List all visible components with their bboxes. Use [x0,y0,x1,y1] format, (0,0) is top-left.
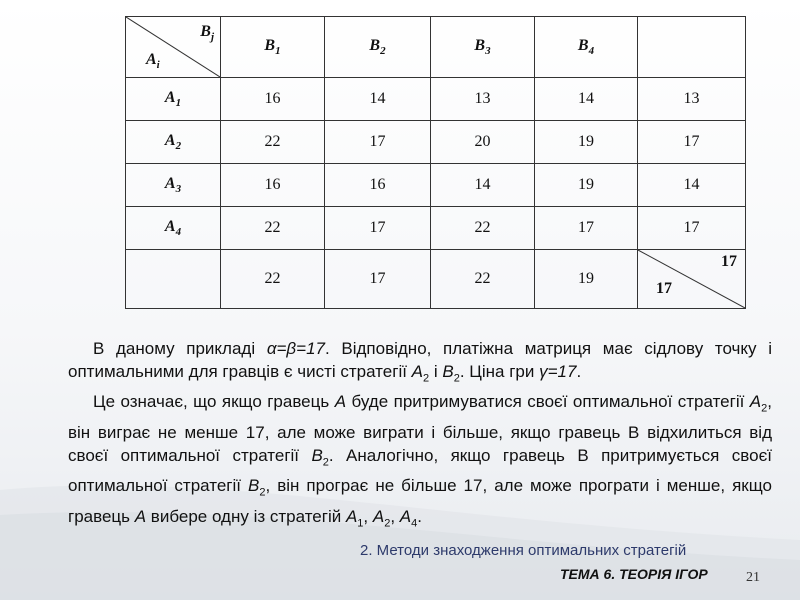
col-header-b1: $B_1$ [221,17,325,78]
corner-cell [126,17,221,78]
table-cell: 16 [221,78,325,121]
table-cell: 16 [221,164,325,207]
paragraph-2: Це означає, що якщо гравець А буде притримуватися своєї оптимальної стратегії $A_2$, він виграє не менше 17, але може виграти і більше, якщо гравець В відхилиться від своєї оптимальної стратегії $B_2$. Аналогічно, якщо гравець В притримується своєї оптимальної стратегії $B_2$, він програє не більше 17, але може програти і менше, якщо гравець А вибере одну із стратегій $A_1$, $A_2$, $A_4$. [68,392,772,529]
row-min-cell: 17 [638,207,746,250]
explanation-text [68,337,772,535]
col-max-cell: 22 [221,250,325,309]
table-cell: 16 [325,164,431,207]
col-header-b2: $B_2$ [325,17,431,78]
row-header-a4: $A_4$ [126,207,221,250]
section-subtitle: 2. Методи знаходження оптимальних стратегій [360,542,687,559]
upper-price-value: 17 [721,253,737,270]
col-max-cell: 17 [325,250,431,309]
row-header-a3: $A_3$ [126,164,221,207]
table-row [126,164,746,207]
col-max-cell: 19 [535,250,638,309]
header-row [126,17,746,78]
empty-cell [126,250,221,309]
topic-title: ТЕМА 6. ТЕОРІЯ ІГОР [560,566,708,582]
table-cell: 22 [221,121,325,164]
table-cell: 17 [535,207,638,250]
col-max-cell: 22 [431,250,535,309]
row-min-cell: 17 [638,121,746,164]
table-row [126,121,746,164]
col-header-b4: $B_4$ [535,17,638,78]
page-number: 21 [746,570,760,585]
table-cell: 14 [431,164,535,207]
row-header-a2: $A_2$ [126,121,221,164]
paragraph-1: В даному прикладі α=β=17. Відповідно, платіжна матриця має сідлову точку і оптимальними для гравців є чисті стратегії $A_2$ і $B_2$. Ціна гри γ=17. [68,339,772,385]
col-header-empty [638,17,746,78]
corner-row-label: $A_i$ [146,50,160,71]
table-cell: 13 [431,78,535,121]
table-cell: 17 [325,207,431,250]
table-cell: 14 [535,78,638,121]
corner-col-label: $B_j$ [200,23,214,44]
table-cell: 22 [431,207,535,250]
table-cell: 20 [431,121,535,164]
row-min-cell: 13 [638,78,746,121]
table-cell: 17 [325,121,431,164]
table-cell: 19 [535,164,638,207]
table-cell: 19 [535,121,638,164]
row-header-a1: $A_1$ [126,78,221,121]
col-header-b3: $B_3$ [431,17,535,78]
payoff-matrix [125,16,746,309]
row-min-cell: 14 [638,164,746,207]
saddle-corner-cell [638,250,746,309]
table-row [126,207,746,250]
column-max-row [126,250,746,309]
table-cell: 22 [221,207,325,250]
table-row [126,78,746,121]
table-cell: 14 [325,78,431,121]
lower-price-value: 17 [656,280,672,297]
